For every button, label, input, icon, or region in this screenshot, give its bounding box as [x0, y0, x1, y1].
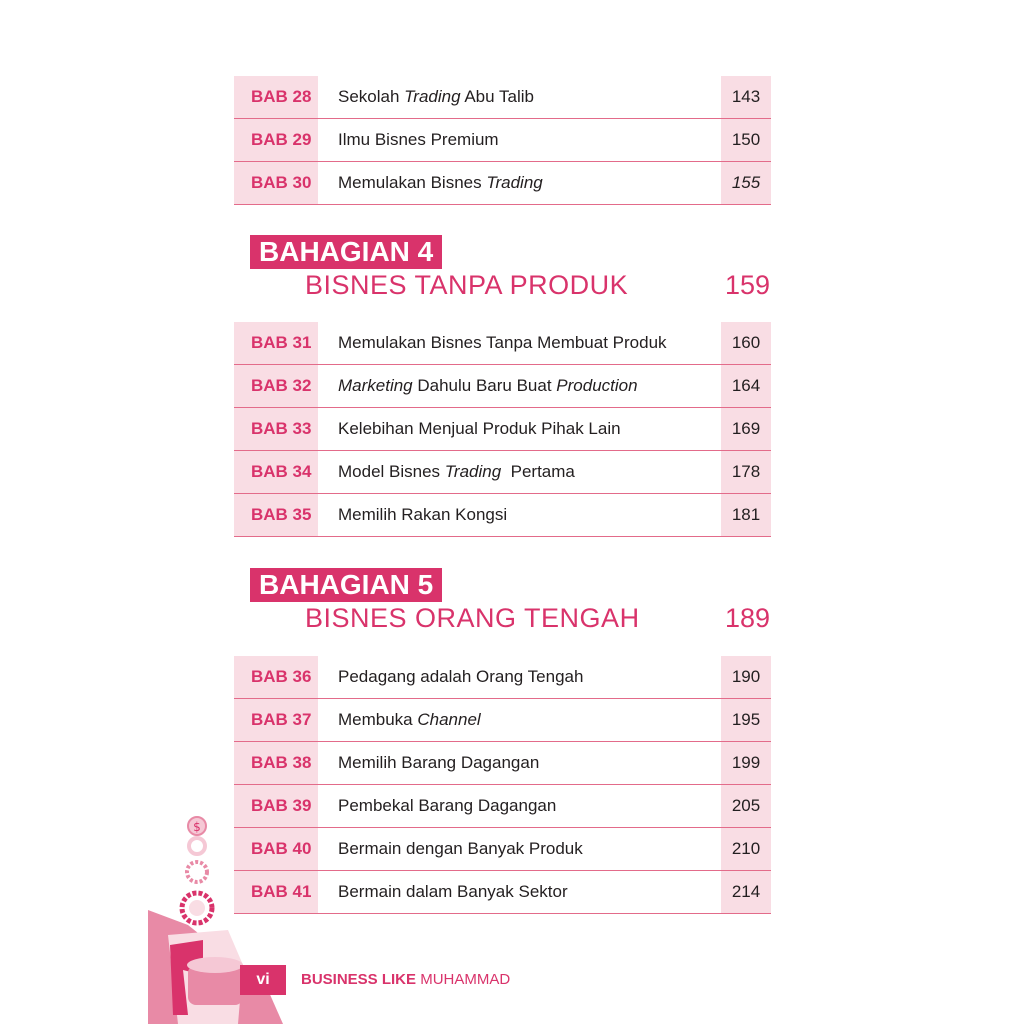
footer-title-bold: BUSINESS LIKE [301, 971, 417, 988]
chapter-label: BAB 35 [234, 494, 318, 536]
chapter-page-number: 169 [721, 408, 771, 450]
chapter-label: BAB 41 [234, 871, 318, 913]
chapter-page-number: 150 [721, 119, 771, 161]
part-label: BAHAGIAN 4 [250, 235, 442, 269]
chapter-title-text: Membuka [338, 710, 418, 729]
chapter-title-text: Pedagang adalah Orang Tengah [338, 667, 584, 686]
chapter-title [338, 162, 543, 204]
toc-row [234, 162, 771, 205]
chapter-title [338, 365, 638, 407]
chapter-page-number: 155 [721, 162, 771, 204]
toc-row [234, 785, 771, 828]
chapter-page-number: 205 [721, 785, 771, 827]
chapter-title-text: Bermain dengan Banyak Produk [338, 839, 583, 858]
toc-table-part4 [234, 322, 771, 537]
chapter-title-text: Memulakan Bisnes [338, 173, 487, 192]
page-number: vi [240, 965, 286, 995]
toc-row [234, 494, 771, 537]
toc-row [234, 322, 771, 365]
chapter-label: BAB 37 [234, 699, 318, 741]
chapter-title [338, 408, 621, 450]
chapter-page-number: 210 [721, 828, 771, 870]
chapter-label: BAB 33 [234, 408, 318, 450]
chapter-title-text: Sekolah [338, 87, 405, 106]
chapter-label: BAB 40 [234, 828, 318, 870]
chapter-title [338, 828, 583, 870]
chapter-title-italic: Trading [486, 173, 543, 192]
chapter-title [338, 699, 481, 741]
chapter-label: BAB 38 [234, 742, 318, 784]
toc-table-part5 [234, 656, 771, 914]
chapter-label: BAB 32 [234, 365, 318, 407]
toc-row [234, 76, 771, 119]
footer-title-light: MUHAMMAD [416, 971, 511, 988]
chapter-page-number: 214 [721, 871, 771, 913]
chapter-page-number: 195 [721, 699, 771, 741]
chapter-title [338, 656, 583, 698]
chapter-title [338, 119, 499, 161]
chapter-page-number: 199 [721, 742, 771, 784]
toc-row [234, 742, 771, 785]
chapter-title [338, 451, 575, 493]
chapter-page-number: 181 [721, 494, 771, 536]
chapter-title-italic: Trading [444, 462, 502, 481]
chapter-page-number: 160 [721, 322, 771, 364]
chapter-title-text: Pertama [501, 462, 575, 481]
chapter-title-text: Kelebihan Menjual Produk Pihak Lain [338, 419, 621, 438]
chapter-label: BAB 34 [234, 451, 318, 493]
chapter-page-number: 164 [721, 365, 771, 407]
chapter-title [338, 494, 507, 536]
chapter-title-text: Memulakan Bisnes Tanpa Membuat Produk [338, 333, 667, 352]
toc-row [234, 871, 771, 914]
toc-row [234, 656, 771, 699]
chapter-title [338, 76, 534, 118]
chapter-label: BAB 39 [234, 785, 318, 827]
chapter-title-text: Abu Talib [460, 87, 534, 106]
chapter-page-number: 190 [721, 656, 771, 698]
chapter-label: BAB 31 [234, 322, 318, 364]
chapter-title [338, 322, 667, 364]
chapter-page-number: 143 [721, 76, 771, 118]
toc-row [234, 119, 771, 162]
chapter-title-italic: Channel [417, 710, 481, 729]
part-page-number: 159 [724, 270, 770, 300]
chapter-title-italic: Marketing [338, 376, 413, 395]
chapter-label: BAB 29 [234, 119, 318, 161]
chapter-label: BAB 30 [234, 162, 318, 204]
part-title: BISNES ORANG TENGAH [305, 603, 640, 633]
chapter-label: BAB 36 [234, 656, 318, 698]
chapter-title [338, 871, 568, 913]
chapter-title-text: Memilih Rakan Kongsi [338, 505, 508, 524]
toc-row [234, 451, 771, 494]
chapter-title-italic: Production [556, 376, 638, 395]
chapter-label: BAB 28 [234, 76, 318, 118]
chapter-page-number: 178 [721, 451, 771, 493]
chapter-title [338, 742, 539, 784]
svg-text:$: $ [193, 820, 201, 834]
chapter-title [338, 785, 556, 827]
chapter-title-text: Bermain dalam Banyak Sektor [338, 882, 568, 901]
chapter-title-text: Ilmu Bisnes Premium [338, 130, 499, 149]
toc-row [234, 699, 771, 742]
chapter-title-text: Memilih Barang Dagangan [338, 753, 540, 772]
chapter-title-text: Dahulu Baru Buat [412, 376, 557, 395]
toc-row [234, 408, 771, 451]
chapter-title-text: Model Bisnes [338, 462, 445, 481]
toc-row [234, 828, 771, 871]
part-label: BAHAGIAN 5 [250, 568, 442, 602]
running-footer [301, 971, 510, 988]
toc-table-top [234, 76, 771, 205]
toc-row [234, 365, 771, 408]
chapter-title-text: Pembekal Barang Dagangan [338, 796, 557, 815]
part-page-number: 189 [724, 603, 770, 633]
part-title: BISNES TANPA PRODUK [305, 270, 629, 300]
chapter-title-italic: Trading [404, 87, 461, 106]
